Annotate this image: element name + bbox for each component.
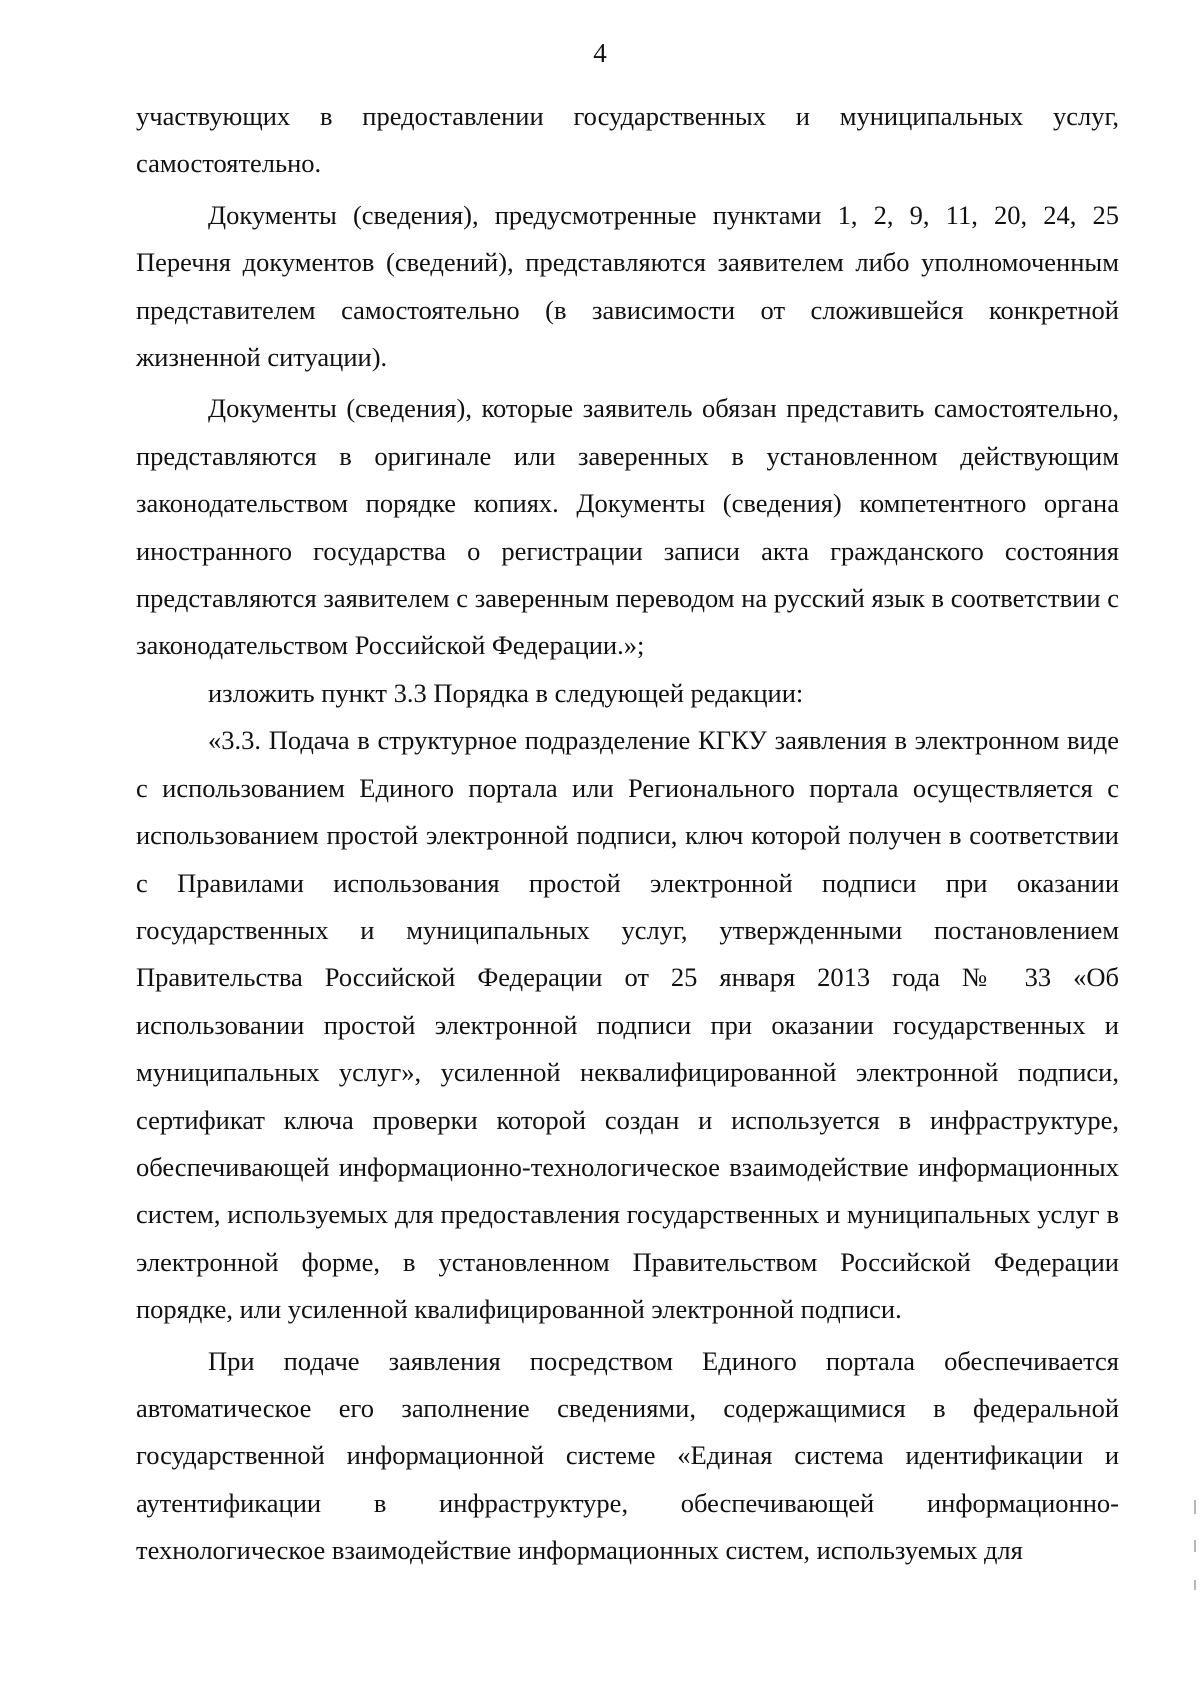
scan-edge-mark bbox=[1194, 1540, 1196, 1552]
paragraph-documents-requirements: Документы (сведения), которые заявитель обязан представить самостоятельно, представляются в оригинале или заверенных в установленном действующим законодательством порядке копиях. Документы (сведения) компетентного органа иностранного государства о регистрации записи акта гражданского состояния представляются заявителем с заверенным переводом на русский язык в соответствии с законодательством Российской Федерации.»; bbox=[136, 393, 1119, 661]
document-body bbox=[136, 93, 1119, 1575]
paragraph-amendment-instruction: изложить пункт 3.3 Порядка в следующей редакции: bbox=[208, 677, 804, 708]
scan-edge-mark bbox=[1194, 1580, 1196, 1590]
paragraph-continuation: участвующих в предоставлении государственных и муниципальных услуг, самостоятельно. bbox=[136, 101, 1119, 179]
paragraph-unified-portal: При подаче заявления посредством Единого портала обеспечивается автоматическое его заполнение сведениями, содержащимися в федеральной государственной информационной системе «Единая система идентификации и аутентификации в инфраструктуре, обеспечивающей информационно-технологическое взаимодействие информационных систем, используемых для bbox=[136, 1345, 1119, 1566]
page-number: 4 bbox=[593, 38, 607, 68]
paragraph-clause-3-3: «3.3. Подача в структурное подразделение КГКУ заявления в электронном виде с использованием Единого портала или Регионального портала осуществляется с использованием простой электронной подписи, ключ которой получен в соответствии с Правилами использования простой электронной подписи при оказании государственных и муниципальных услуг, утвержденными постановлением Правительства Российской Федерации от 25 января 2013 года № 33 «Об использовании простой электронной подписи при оказании государственных и муниципальных услуг», усиленной неквалифицированной электронной подписи, сертификат ключа проверки которой создан и используется в инфраструктуре, обеспечивающей информационно-технологическое взаимодействие информационных систем, используемых для предоставления государственных и муниципальных услуг в электронной форме, в установленном Правительством Российской Федерации порядке, или усиленной квалифицированной электронной подписи. bbox=[136, 725, 1119, 1325]
paragraph-documents-list: Документы (сведения), предусмотренные пунктами 1, 2, 9, 11, 20, 24, 25 Перечня документов (сведений), представляются заявителем либо уполномоченным представителем самостоятельно (в зависимости от сложившейся конкретной жизненной ситуации). bbox=[136, 199, 1119, 373]
scan-edge-mark bbox=[1194, 1500, 1196, 1514]
